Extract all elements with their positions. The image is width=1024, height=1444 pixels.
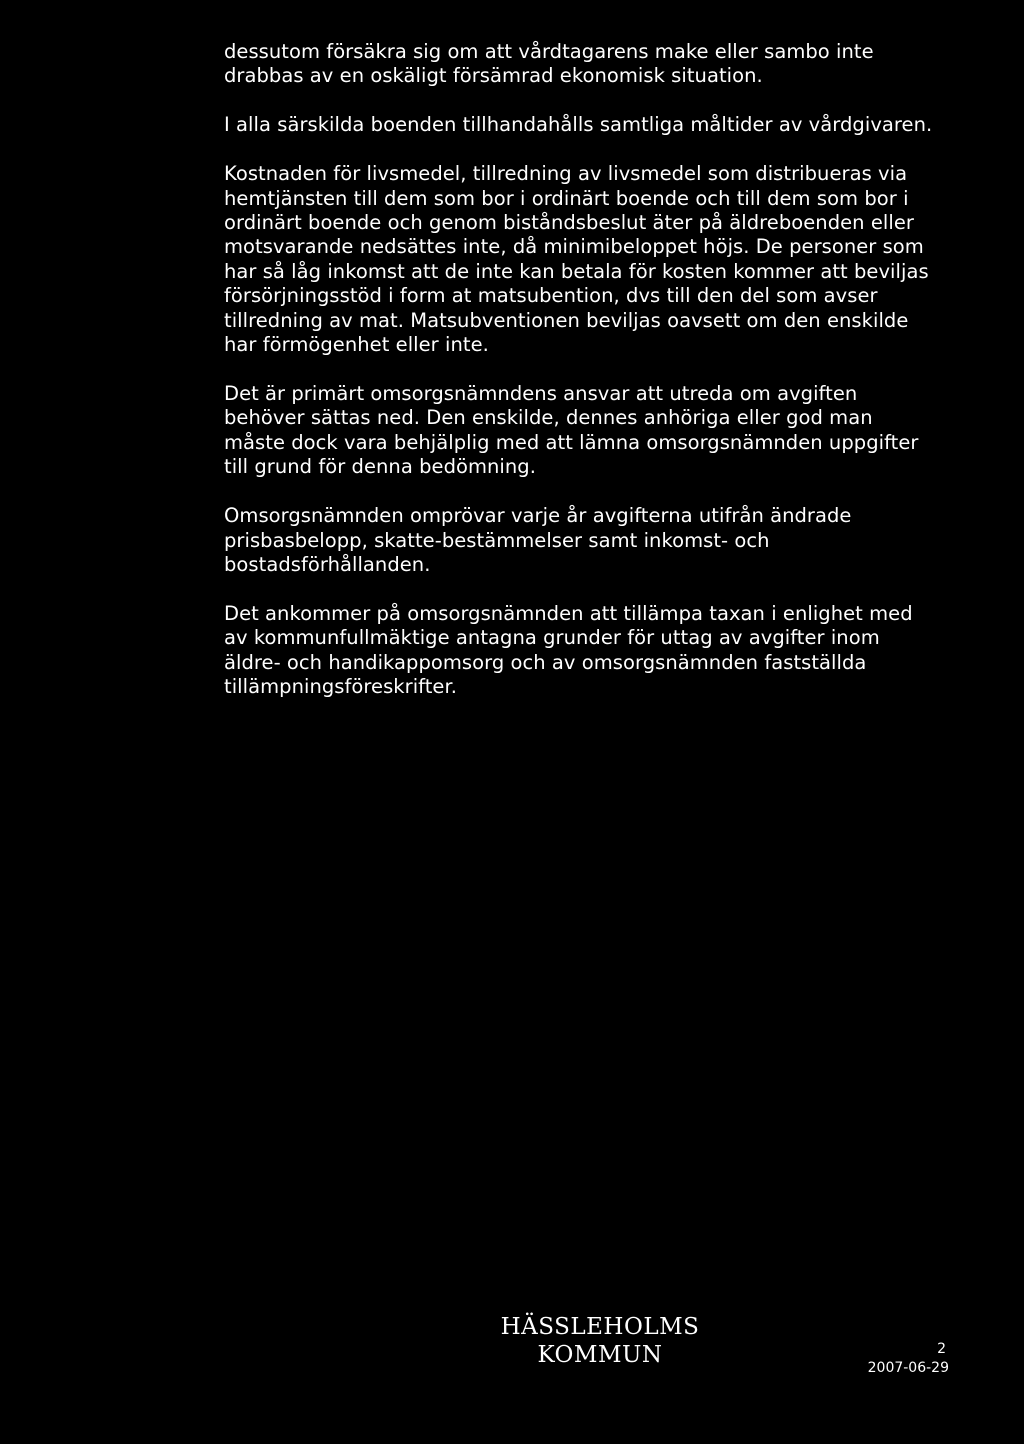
paragraph: Kostnaden för livsmedel, tillredning av livsmedel som distribueras via hemtjänsten till dem som bor i ordinärt boende och till dem som bor i ordinärt boende och genom biståndsbeslut äter på äldreboenden eller motsvarande nedsättes inte, då minimibeloppet höjs. De personer som har så låg inkomst att de inte kan betala för kosten kommer att beviljas försörjningsstöd i form at matsubention, dvs till den del som avser tillredning av mat. Matsubventionen beviljas oavsett om den enskilde har förmögenhet eller inte. [224, 162, 929, 357]
page-number: 2 [937, 1341, 946, 1357]
logo-line-1: HÄSSLEHOLMS [500, 1314, 700, 1340]
paragraph: Det är primärt omsorgsnämndens ansvar att utreda om avgiften behöver sättas ned. Den enskilde, dennes anhöriga eller god man måste dock vara behjälplig med att lämna omsorgsnämnden uppgifter till grund för denna bedömning. [224, 381, 919, 479]
municipality-logo [478, 1313, 722, 1369]
paragraph: Det ankommer på omsorgsnämnden att tillämpa taxan i enlighet med av kommunfullmäktige antagna grunder för uttag av avgifter inom äldre- och handikappomsorg och av omsorgsnämnden fastställda tillämpningsföreskrifter. [224, 601, 913, 699]
document-date: 2007-06-29 [867, 1360, 949, 1376]
paragraph: Omsorgsnämnden omprövar varje år avgifterna utifrån ändrade prisbasbelopp, skatte-bestämmelser samt inkomst- och bostadsförhållanden. [224, 504, 852, 576]
paragraph: I alla särskilda boenden tillhandahålls samtliga måltider av vårdgivaren. [224, 113, 933, 137]
paragraph: dessutom försäkra sig om att vårdtagarens make eller sambo inte drabbas av en oskäligt försämrad ekonomisk situation. [224, 40, 874, 88]
logo-line-2: KOMMUN [537, 1342, 663, 1368]
document-body [224, 40, 934, 724]
